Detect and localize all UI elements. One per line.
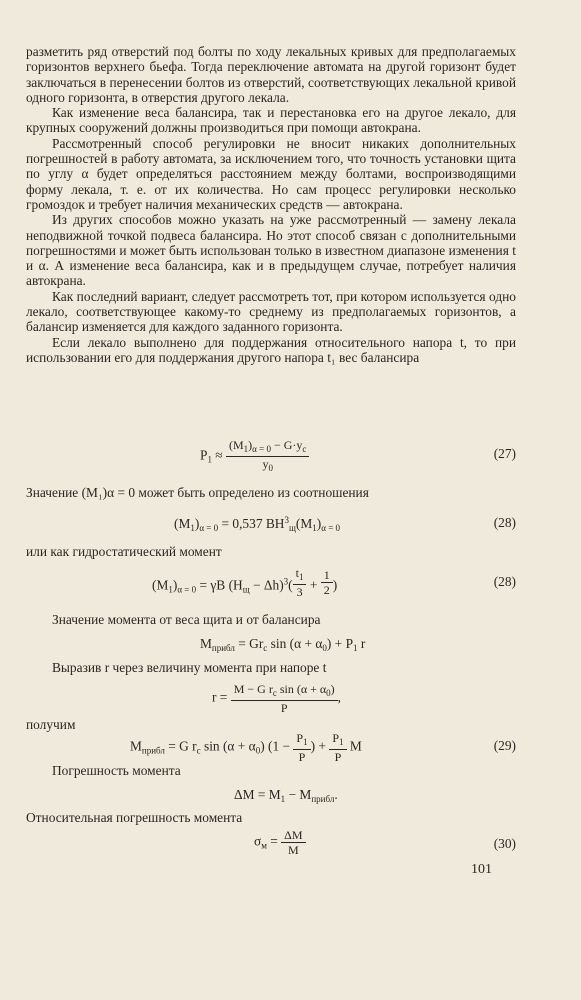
equation-27 xyxy=(26,440,516,474)
paragraph-6: Если лекало выполнено для поддержания относительного напора t, то при использовании его для поддержания другого напора t₁ вес балансира xyxy=(26,334,516,365)
equation-r: r = $\frac{M - G r_c \sin (\alpha + \alpha_0)}{P}$ , xyxy=(212,682,342,715)
document-page: разметить ряд отверстий под болты по ходу лекальных кривых для предполагаемых горизонтов верхнего бьефа. Тогда переключение автомата на другой горизонт будет заключаться в перенесении болтов из отверстий, соответствующих лекальной кривой одного горизонта, в отверстия другого лекала. Как изменение веса балансира, так и перестановка его на другое лекало, для крупных сооружений должны производиться при помощи автокрана. Рассмотренный способ регулировки не вносит никаких дополнительных погрешностей в работу автомата, за исключением того, что точность установки щита по углу α будет определяться расстоянием между болтами, воспроизводящими форму лекала, т. е. от их количества. Но сам процесс регулировки несколько громоздок и требует наличия механических средств — автокрана. Из других способов можно указать на уже рассмотренный — замену лекала неподвижной точкой подвеса балансира. Но этот способ связан с дополнительными погрешностями и может быть использован только в известном диапазоне изменения t и α. А изменение веса балансира, как и в предыдущем случае, потребует наличия автокрана. Как последний вариант, следует рассмотреть тот, при котором используется одно лекало, соответствующее какому-то среднему из предполагаемых горизонтов, а балансир изменяется для каждого заданного горизонта. Если лекало выполнено для поддержания относительного напора t, то при использовании его для поддержания другого напора t₁ вес балансира $P_1$ ≈ $\frac{(M_1)_{\alpha = 0} - G\cdot y_c}{y_0}$ (27) Значение (M₁)α = 0 может быть определено из соотношения $(M_1)_{\alpha = 0} = 0,537$ $BH^3_щ(M_1)_{\alpha = 0}$ (28) или как гидростатический момент $(M_1)_{\alpha = 0} = \gamma B$ $(H_щ - \Delta h)^3$( $\frac{t_1}{3}$ + $\frac{1}{2}$ ) (28) Значение момента от веса щита и от балансира $M_{прибл} = Gr_c$ $\sin (\alpha + \alpha_0) + P_1$ r Выразив r через величину момента при напоре t r = $\frac{M - G r_c \sin (\alpha + \alpha_0)}{P}$ , получим $M_{прибл} = G$ $r_c$ $\sin (\alpha + \alpha_0)$ (1 − $\frac{P_1}{P}$ ) + $\frac{P_1}{P}$ M (29) Погрешность момента $\Delta M = M_1 - M_{прибл}$. Относительная погрешность момента $\sigma_м$ = $\frac{\Delta M}{M}$ (30) 101 xyxy=(26,44,516,877)
body-text xyxy=(26,44,516,365)
equation-29 xyxy=(26,732,516,766)
page-number: 101 xyxy=(471,862,492,877)
paragraph-5: Как последний вариант, следует рассмотреть тот, при котором используется одно лекало, соответствующее какому-то среднему из предполагаемых горизонтов, а балансир изменяется для каждого заданного горизонта. xyxy=(26,288,516,335)
equation-28a-formula: $(M_1)_{\alpha = 0} = 0,537$ $BH^3_щ(M_1)_{\alpha = 0}$ xyxy=(174,515,341,533)
paragraph-2: Как изменение веса балансира, так и перестановка его на другое лекало, для крупных сооружений должны производиться при помощи автокрана. xyxy=(26,105,516,136)
equation-mpribl: $M_{прибл} = Gr_c$ $\sin (\alpha + \alpha_0) + P_1$ r xyxy=(200,636,366,653)
paragraph-1: разметить ряд отверстий под болты по ходу лекальных кривых для предполагаемых горизонтов верхнего бьефа. Тогда переключение автомата на другой горизонт будет заключаться в перенесении болтов из отверстий, соответствующих лекальной кривой одного горизонта, в отверстия другого лекала. xyxy=(26,44,516,105)
equation-29-formula: $M_{прибл} = G$ $r_c$ $\sin (\alpha + \alpha_0)$ (1 − $\frac{P_1}{P}$ ) + $\frac{P_1}{P}$ M xyxy=(130,731,362,764)
equation-27-formula: $P_1$ ≈ $\frac{(M_1)_{\alpha = 0} - G\cdot y_c}{y_0}$ xyxy=(200,438,309,475)
paragraph-3: Рассмотренный способ регулировки не вносит никаких дополнительных погрешностей в работу автомата, за исключением того, что точность установки щита по углу α будет определяться расстоянием между болтами, воспроизводящими форму лекала, т. е. от их количества. Но сам процесс регулировки несколько громоздок и требует наличия механических средств — автокрана. xyxy=(26,135,516,212)
equation-28b xyxy=(26,566,516,600)
equation-28a-number: (28) xyxy=(493,515,516,530)
equation-30-formula: $\sigma_м$ = $\frac{\Delta M}{M}$ xyxy=(254,828,306,857)
equation-28a xyxy=(26,515,516,535)
equation-delta-m: $\Delta M = M_1 - M_{прибл}$. xyxy=(234,787,338,804)
paragraph-4: Из других способов можно указать на уже рассмотренный — замену лекала неподвижной точкой подвеса балансира. Но этот способ связан с дополнительными погрешностями и может быть использован только в известном диапазоне изменения t и α. А изменение веса балансира, как и в предыдущем случае, потребует наличия автокрана. xyxy=(26,212,516,289)
equation-28b-formula: $(M_1)_{\alpha = 0} = \gamma B$ $(H_щ - \Delta h)^3$( $\frac{t_1}{3}$ + $\frac{1}{2}$ ) xyxy=(152,566,338,599)
equation-30-number: (30) xyxy=(493,836,516,851)
equation-29-number: (29) xyxy=(493,738,516,753)
equation-28b-number: (28) xyxy=(493,574,516,589)
equation-30 xyxy=(26,828,516,858)
equation-27-number: (27) xyxy=(493,446,516,461)
